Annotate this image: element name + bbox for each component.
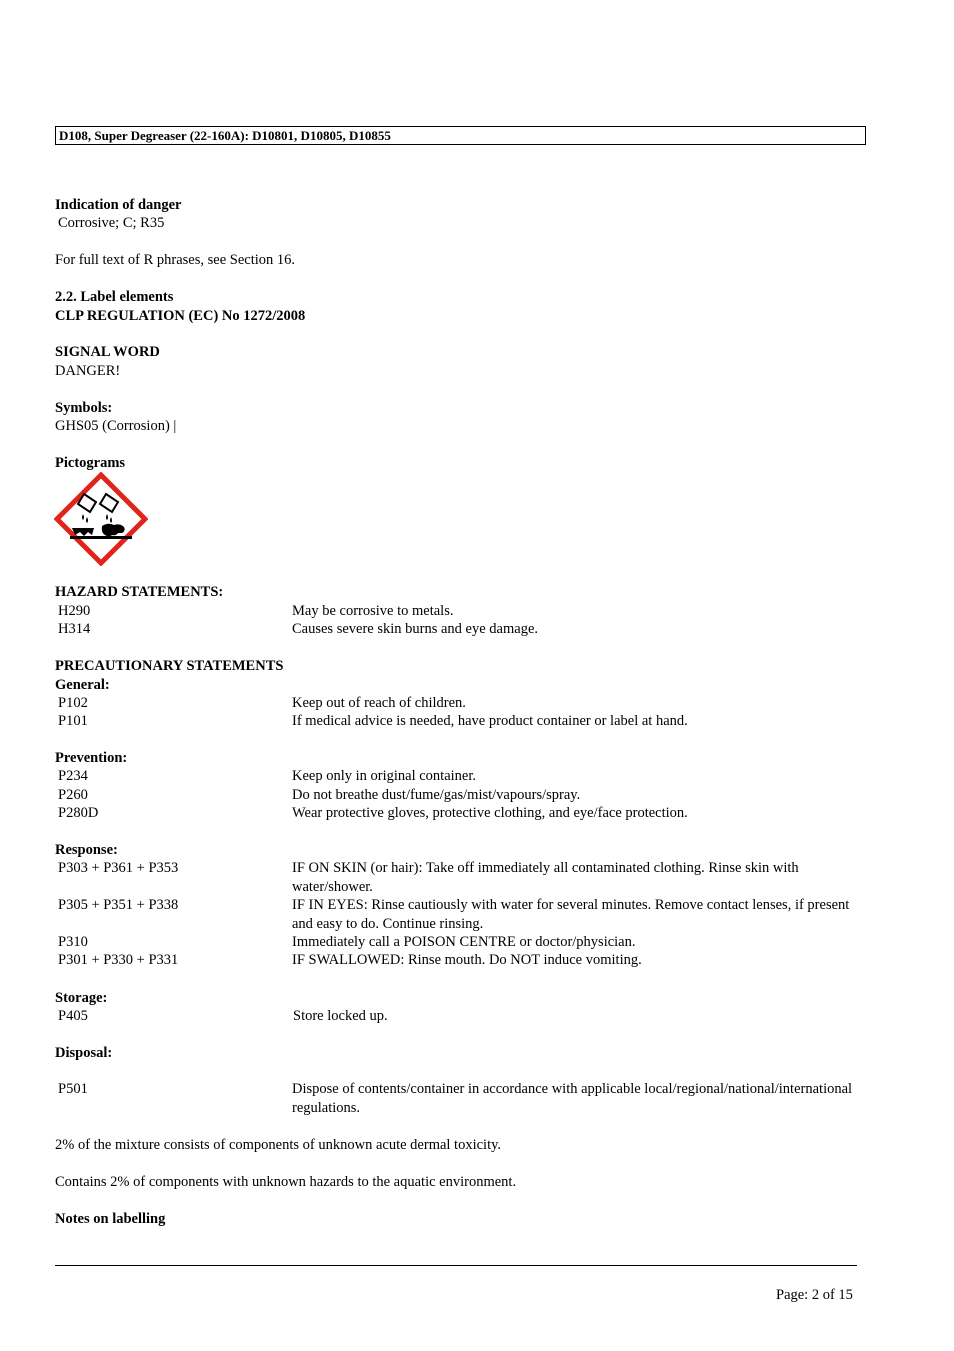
indication-of-danger-heading: Indication of danger [55, 197, 182, 213]
precaution-text: Immediately call a POISON CENTRE or doctor/physician. [292, 934, 636, 950]
precaution-code: P234 [58, 768, 88, 784]
clp-regulation-heading: CLP REGULATION (EC) No 1272/2008 [55, 308, 306, 324]
precaution-code: P280D [58, 805, 99, 821]
general-heading: General: [55, 677, 110, 693]
document-header-box [55, 126, 866, 145]
precaution-text: IF SWALLOWED: Rinse mouth. Do NOT induce vomiting. [292, 952, 642, 968]
signal-word-heading: SIGNAL WORD [55, 344, 160, 360]
label-elements-heading: 2.2. Label elements [55, 289, 174, 305]
document-header-title: D108, Super Degreaser (22-160A): D10801, D10805, D10855 [59, 128, 391, 143]
prevention-heading: Prevention: [55, 750, 128, 766]
precautionary-statements-heading: PRECAUTIONARY STATEMENTS [55, 658, 284, 674]
precaution-text-continued: water/shower. [292, 879, 373, 895]
precaution-code: P101 [58, 713, 88, 729]
precaution-text: Wear protective gloves, protective clothing, and eye/face protection. [292, 805, 688, 821]
footer-rule [55, 1265, 857, 1266]
precaution-text-continued: regulations. [292, 1100, 361, 1116]
precaution-code: P102 [58, 695, 88, 711]
precaution-text-continued: and easy to do. Continue rinsing. [292, 916, 484, 932]
hazard-text: Causes severe skin burns and eye damage. [292, 621, 539, 637]
hazard-text: May be corrosive to metals. [292, 603, 454, 619]
hazard-code: H290 [58, 603, 91, 619]
indication-of-danger-value: Corrosive; C; R35 [58, 215, 165, 231]
disposal-heading: Disposal: [55, 1045, 113, 1061]
r-phrases-note: For full text of R phrases, see Section 16. [55, 252, 296, 268]
precaution-code: P303 + P361 + P353 [58, 860, 179, 876]
hazard-statements-heading: HAZARD STATEMENTS: [55, 584, 224, 600]
precaution-text: Store locked up. [293, 1008, 388, 1024]
precaution-text: Keep out of reach of children. [292, 695, 466, 711]
storage-heading: Storage: [55, 990, 108, 1006]
precaution-text: IF ON SKIN (or hair): Take off immediately all contaminated clothing. Rinse skin with [292, 860, 799, 876]
precaution-code: P310 [58, 934, 88, 950]
precaution-code: P301 + P330 + P331 [58, 952, 179, 968]
pictograms-heading: Pictograms [55, 455, 126, 471]
precaution-code: P405 [58, 1008, 88, 1024]
symbols-heading: Symbols: [55, 400, 113, 416]
signal-word-value: DANGER! [55, 363, 121, 379]
precaution-code: P305 + P351 + P338 [58, 897, 179, 913]
response-heading: Response: [55, 842, 118, 858]
precaution-code: P260 [58, 787, 88, 803]
precaution-text: Dispose of contents/container in accordance with applicable local/regional/national/international [292, 1081, 853, 1097]
ghs05-corrosion-icon [54, 472, 148, 566]
dermal-toxicity-note: 2% of the mixture consists of components of unknown acute dermal toxicity. [55, 1137, 502, 1153]
hazard-code: H314 [58, 621, 91, 637]
aquatic-hazard-note: Contains 2% of components with unknown hazards to the aquatic environment. [55, 1174, 517, 1190]
precaution-text: Keep only in original container. [292, 768, 477, 784]
precaution-code: P501 [58, 1081, 88, 1097]
precaution-text: If medical advice is needed, have product container or label at hand. [292, 713, 688, 729]
page-number: Page: 2 of 15 [776, 1287, 853, 1303]
precaution-text: IF IN EYES: Rinse cautiously with water for several minutes. Remove contact lenses, if present [292, 897, 850, 913]
symbols-value: GHS05 (Corrosion) | [55, 418, 177, 434]
precaution-text: Do not breathe dust/fume/gas/mist/vapours/spray. [292, 787, 581, 803]
notes-on-labelling-heading: Notes on labelling [55, 1211, 166, 1227]
